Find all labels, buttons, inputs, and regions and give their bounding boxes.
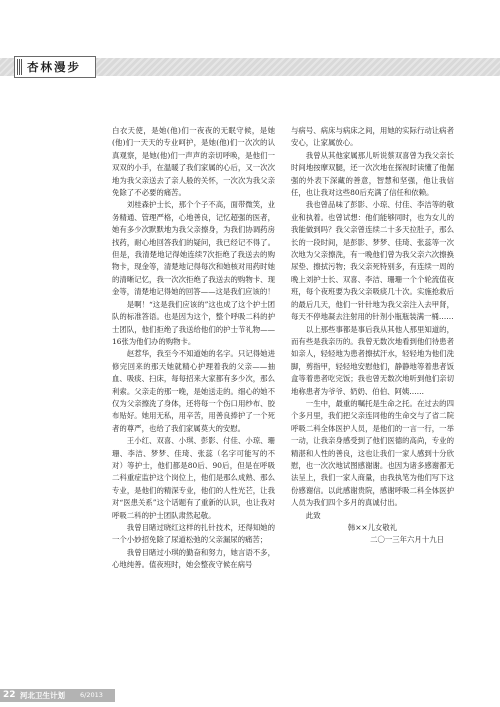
salutation: 此致 — [305, 510, 321, 520]
footer-bar — [0, 689, 115, 702]
paragraph: 是啊！“这是我们应该的”这也成了这个护士团队的标准答语。也是因为这个，整个呼吸二科的护士团队，他们拒绝了我送给他们的护士节礼物——16张为他们办的购物卡。 — [112, 299, 275, 346]
barcode-decoration — [17, 59, 23, 75]
right-column — [291, 125, 454, 670]
paragraph: 王小红、双喜、小琪、彭影、付佳、小琼、珊珊、李洁、梦梦、佳琦、张蕊（名字可能写的不对）等护士，他们都是80后、90后，但是在呼吸二科重症监护这个岗位上，他们是那么成熟、那么专业，是他们的精深专业，他们的人性光芒，让我对“医患关系”这个话题有了重新的认识，也让我对呼吸二科的护士团队肃然起敬。 — [112, 436, 275, 520]
paragraph: 我曾目睹过小琪的勤奋和努力，她言语不多，心地纯善。值夜班时，她会整夜守候在病号 — [112, 547, 275, 570]
signature: 韩××儿女敬礼 — [347, 523, 398, 532]
paragraph: 以上那些事都是事后我从其他人那里知道的，而有些是我亲历的。我曾无数次地看到他们待患者如亲人，轻轻地为患者擦拭汗水，轻轻地为他们洗脚，剪指甲，轻轻地安慰他们，静静地等着患者饭盒等着患者吃完饭；我也曾无数次地听到他们亲切地称患者为爷爷、奶奶、伯伯、阿姨…… — [291, 324, 454, 396]
paragraph: 我也曾品味了彭影、小琼、付佳、李洁等的敬业和执着。也曾试想：他们能够同时，也为女儿的我能做到吗？我父亲曾连续二十多天拉肚子，那么长的一段时间，是彭影、梦梦、佳琦、张蕊等一次次地为父亲擦洗，有一晚他们曾为我父亲六次擦换尿垫、擦拭污物；我父亲死特别多，有连续一周的晚上刘护士长、双喜、李洁、珊珊一个个轮流值夜班，每个夜班要为我父亲吸痰几十次。实施抢救后的最后几天，他们一针针地为我父亲注入去甲肾，每天不停地凝去注射用的针剂小瓶瓶装满一桶…… — [291, 200, 454, 322]
paragraph: 白衣天使，是她(他)们一夜夜的无眠守候，是她(他)们一天天的专业呵护，是她(他)们一次次的认真观察，是她(他)们一声声的亲切呼唤，是他们一双双的小手，在温暖了我们家属的心后，又一次次地为我父亲送去了亲人般的关怀，一次次为我父亲免除了不必要的痛苦。 — [112, 126, 275, 198]
article-body — [112, 125, 454, 670]
section-title: 杏林漫步 — [27, 60, 81, 74]
letter-date: 二〇一三年六月十九日 — [370, 535, 444, 545]
paragraph: 赵惹华，我至今不知道她的名字。只记得她进修完回来的那天她就精心护理着我的父亲——抽血、吸痰、扫床，每每招来大家都有多少次，那么利索。父亲走的那一晚，是她送走的。细心的她不仅为父亲擦洗了身体，还将每一个伤口用纱布、胶布贴好。她用无私，用辛苦，用善良捧护了一个死者的尊严，也给了我们家属莫大的安慰。 — [112, 349, 275, 433]
paragraph: 刘桂森护士长，那个个子不高，面带微笑，业务精通、管理严格，心地善良，记忆超强的医者，她有多少次默默地为我父亲擦身，为我们协调药房找药，耐心地回答我们的疑问，我已经记不得了。但是，我清楚地记得她连续7次拒绝了我送去的购物卡，现金等，清楚地记得每次和她核对用药时她的清晰记忆，我一次次拒绝了我送去的购物卡、现金等，清楚地记得她的回答——这是我们应该的！ — [112, 200, 275, 297]
paragraph: 与病号、病床与病床之间，用她的实际行动让病者安心，让家属放心。 — [291, 126, 454, 148]
section-tag — [14, 56, 96, 78]
paragraph: 我曾从其他家属那儿听说蔡双喜曾为我父亲长时间地按摩双腿，还一次次地在探视时读懂了他倔强的外表下深藏的善意，智慧和坚强，他让我信任，也让我对这些80后充满了信任和依赖。 — [291, 150, 454, 198]
left-column — [112, 125, 275, 670]
journal-name: 河北卫生计划 — [20, 691, 65, 700]
paragraph: 一生中，最重的嘱托是生命之托。在过去的四个多月里，我们把父亲连同他的生命交与了省二院呼吸二科全体医护人员，是他们的一言一行，一举一动，让我亲身感受到了他们医德的高尚，专业的精湛和人性的善良，这也让我们一家人感到十分欣慰，也一次次地试图感谢谢。也因为诸多感谢都无法呈上，我们一家人商量，由我执笔为他们写下这份感谢信。以此感谢贵院，感谢呼吸二科全体医护人员为我们四个多月的真诚付出。 — [291, 398, 454, 508]
page-number: 22 — [3, 690, 16, 700]
issue-date: 6/2013 — [80, 691, 103, 699]
paragraph: 我曾目睹过晓红这样的扎针技术，还得知她的一个小妙招免除了尿道松弛的父亲漏尿的痛苦； — [112, 523, 275, 545]
